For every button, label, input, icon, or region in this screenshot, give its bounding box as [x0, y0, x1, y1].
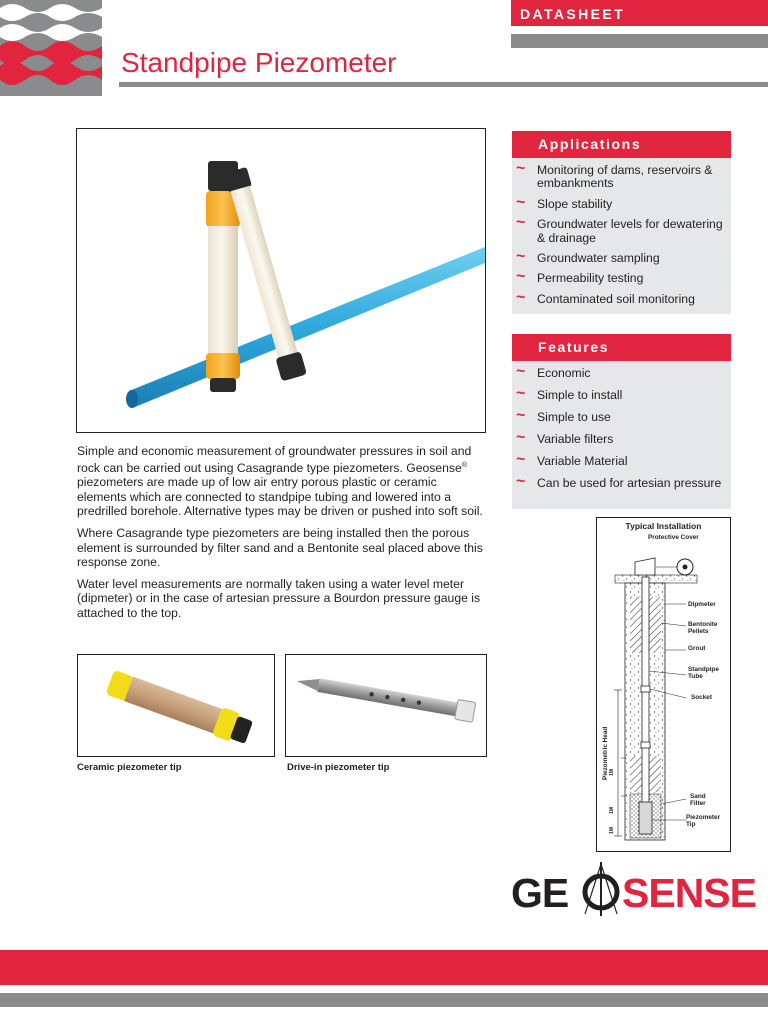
- tilde-bullet-icon: ~: [516, 193, 526, 211]
- borehole-cross-section: [597, 518, 730, 851]
- description-paragraph-3: Water level measurements are normally taken using a water level meter (dipmeter) or in the case of artesian pressure a Bourdon pressure gauge is attached to the top.: [77, 576, 481, 620]
- page-title: Standpipe Piezometer: [121, 47, 397, 78]
- tilde-bullet-icon: ~: [516, 450, 526, 468]
- label-protective-cover: Protective Cover: [648, 534, 699, 541]
- tilde-bullet-icon: ~: [516, 268, 526, 286]
- tilde-bullet-icon: ~: [516, 214, 526, 232]
- label-dim-2: 1M: [609, 807, 615, 814]
- tilde-bullet-icon: ~: [516, 472, 526, 490]
- applications-panel: [512, 131, 731, 314]
- features-list: [512, 361, 731, 500]
- drivein-tip-caption: Drive-in piezometer tip: [287, 762, 390, 773]
- label-piezometric-head: Piezometric Head: [602, 726, 609, 780]
- tilde-bullet-icon: ~: [516, 406, 526, 424]
- tilde-bullet-icon: ~: [516, 428, 526, 446]
- header-grey-bar: [511, 34, 768, 48]
- drivein-tip-image: [286, 655, 486, 756]
- tilde-bullet-icon: ~: [516, 248, 526, 266]
- tilde-bullet-icon: ~: [516, 363, 526, 380]
- tilde-bullet-icon: ~: [516, 384, 526, 402]
- ceramic-tip-image: [78, 655, 274, 756]
- label-piezometer: Piezometer: [686, 814, 721, 821]
- logo-o-compass-icon: [581, 862, 621, 916]
- list-item: ~ Simple to use: [516, 406, 611, 424]
- product-photo: [76, 128, 486, 433]
- list-item: ~ Can be used for artesian pressure: [516, 472, 722, 490]
- label-standpipe: Standpipe: [688, 666, 719, 673]
- logo-text-geo: GE: [511, 870, 569, 916]
- list-item: ~ Variable filters: [516, 428, 614, 446]
- description-paragraph-2: Where Casagrande type piezometers are being installed then the porous element is surrounded by filter sand and a Bentonite seal placed above this response zone.: [77, 526, 483, 570]
- applications-heading: Applications: [512, 131, 731, 158]
- list-item: ~ Variable Material: [516, 450, 628, 468]
- tilde-bullet-icon: ~: [516, 160, 526, 177]
- label-sand: Sand: [690, 793, 706, 800]
- label-dim-3: 1M: [609, 827, 615, 834]
- label-grout: Grout: [688, 645, 706, 652]
- label-tube: Tube: [688, 673, 703, 680]
- label-dipmeter: Dipmeter: [688, 601, 716, 608]
- features-panel: [512, 334, 731, 509]
- label-socket: Socket: [691, 694, 712, 701]
- installation-diagram: [596, 517, 731, 852]
- features-heading: Features: [512, 334, 731, 361]
- list-item: ~ Monitoring of dams, reservoirs & embankments: [516, 160, 713, 191]
- ceramic-tip-photo: [77, 654, 275, 757]
- label-filter: Filter: [690, 800, 706, 807]
- description-text: [77, 444, 489, 628]
- list-item: ~ Slope stability: [516, 193, 613, 211]
- geosense-logo: [511, 866, 756, 918]
- label-tip: Tip: [686, 821, 696, 828]
- datasheet-label: DATASHEET: [511, 0, 768, 26]
- description-paragraph-1: Simple and economic measurement of groundwater pressures in soil and rock can be carried out using Casagrande type piezometers. Geosense® piezometers are made up of low air entry porous plastic or ceramic elements which are connected to standpipe tubing and lowered into a predrilled borehole. Alternative types may be driven or pushed into soft soil.: [77, 444, 483, 519]
- applications-list: [512, 158, 731, 315]
- title-divider: [119, 82, 768, 87]
- installation-title: Typical Installation: [625, 521, 702, 531]
- tilde-bullet-icon: ~: [516, 288, 526, 306]
- logo-text-sense: SENSE: [622, 870, 756, 916]
- label-pellets: Pellets: [688, 628, 709, 635]
- drivein-tip-photo: [285, 654, 487, 757]
- wave-logo-icon: [0, 0, 102, 96]
- list-item: ~ Contaminated soil monitoring: [516, 288, 695, 306]
- list-item: ~ Permeability testing: [516, 268, 644, 286]
- list-item: ~ Groundwater levels for dewatering & drainage: [516, 214, 723, 245]
- footer-grey-band: [0, 993, 768, 1007]
- label-dim-1: 1M: [609, 769, 615, 776]
- footer-red-band: [0, 950, 768, 985]
- list-item: ~ Simple to install: [516, 384, 623, 402]
- standpipe-product-image: [77, 129, 485, 432]
- ceramic-tip-caption: Ceramic piezometer tip: [77, 762, 182, 773]
- list-item: ~ Groundwater sampling: [516, 248, 660, 266]
- brand-wave-logo: [0, 0, 102, 96]
- label-bentonite: Bentonite: [688, 621, 718, 628]
- list-item: ~ Economic: [516, 363, 591, 380]
